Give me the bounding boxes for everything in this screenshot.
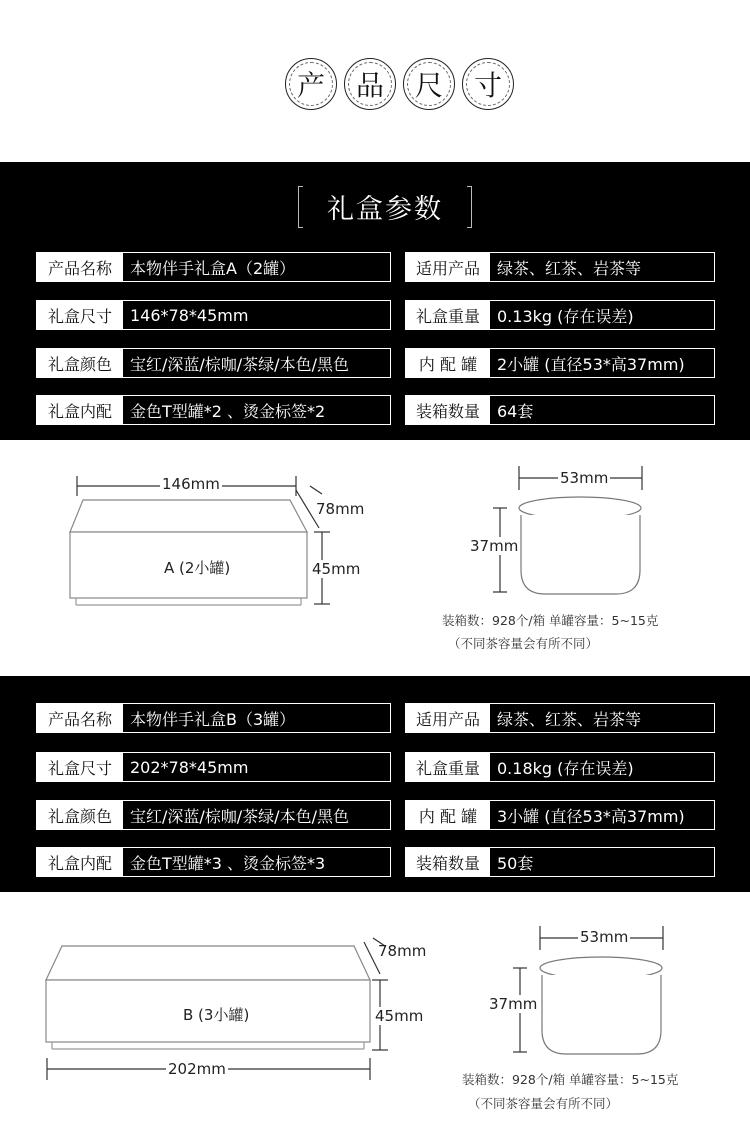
param-value: 3小罐 (直径53*高37mm) [490, 801, 714, 829]
box-a-param-row [405, 395, 715, 425]
param-value: 0.18kg (存在误差) [490, 753, 714, 781]
can-a-diameter-label: 53mm [560, 469, 609, 487]
section-heading: 礼盒参数 [298, 186, 472, 226]
param-value: 金色T型罐*2 、烫金标签*2 [123, 396, 390, 424]
can-a-height-label: 37mm [470, 537, 519, 555]
param-label: 内 配 罐 [406, 349, 490, 377]
param-label: 礼盒尺寸 [37, 753, 123, 781]
box-a-param-row [36, 395, 391, 425]
param-label: 礼盒重量 [406, 753, 490, 781]
param-label: 产品名称 [37, 253, 123, 281]
box-a-name-label: A (2小罐) [164, 559, 231, 577]
can-b-height-label: 37mm [489, 995, 538, 1013]
param-value: 50套 [490, 848, 714, 876]
param-value: 本物伴手礼盒B（3罐） [123, 704, 390, 732]
param-value: 绿茶、红茶、岩茶等 [490, 253, 714, 281]
param-label: 礼盒尺寸 [37, 301, 123, 329]
param-label: 内 配 罐 [406, 801, 490, 829]
box-b-name-label: B (3小罐) [183, 1006, 250, 1024]
param-value: 0.13kg (存在误差) [490, 301, 714, 329]
box-a-height-label: 45mm [312, 560, 361, 578]
title-char-4: 寸 [462, 58, 514, 110]
param-value: 宝红/深蓝/棕咖/茶绿/本色/黑色 [123, 349, 390, 377]
box-a-note-line2: （不同茶容量会有所不同） [448, 636, 599, 651]
box-b-param-row [36, 703, 391, 733]
param-label: 产品名称 [37, 704, 123, 732]
title-char-2: 品 [344, 58, 396, 110]
param-label: 礼盒内配 [37, 848, 123, 876]
param-value: 宝红/深蓝/棕咖/茶绿/本色/黑色 [123, 801, 390, 829]
param-value: 绿茶、红茶、岩茶等 [490, 704, 714, 732]
box-a-param-row [405, 252, 715, 282]
box-b-depth-label: 78mm [378, 942, 427, 960]
box-a-depth-label: 78mm [316, 500, 365, 518]
box-b-param-row [405, 752, 715, 782]
param-label: 礼盒内配 [37, 396, 123, 424]
box-b-param-row [405, 847, 715, 877]
box-b-note-line1: 装箱数：928个/箱 单罐容量：5~15克 [462, 1072, 679, 1087]
box-a-diagram [0, 440, 750, 675]
param-label: 礼盒颜色 [37, 801, 123, 829]
box-b-height-label: 45mm [375, 1007, 424, 1025]
title-char-3: 尺 [403, 58, 455, 110]
param-label: 装箱数量 [406, 848, 490, 876]
box-a-param-row [36, 348, 391, 378]
box-a-note-line1: 装箱数：928个/箱 单罐容量：5~15克 [442, 613, 659, 628]
can-b-diameter-label: 53mm [580, 928, 629, 946]
box-a-width-label: 146mm [162, 475, 220, 493]
param-value: 202*78*45mm [123, 753, 390, 781]
box-a-param-row [36, 252, 391, 282]
title-char-1: 产 [285, 58, 337, 110]
param-label: 适用产品 [406, 253, 490, 281]
param-label: 礼盒重量 [406, 301, 490, 329]
box-b-note-line2: （不同茶容量会有所不同） [468, 1096, 619, 1111]
box-b-param-row [36, 752, 391, 782]
param-label: 装箱数量 [406, 396, 490, 424]
param-label: 礼盒颜色 [37, 349, 123, 377]
box-a-param-row [405, 300, 715, 330]
box-a-param-row [405, 348, 715, 378]
box-b-width-label: 202mm [168, 1060, 226, 1078]
box-b-param-row [36, 847, 391, 877]
box-b-param-row [405, 800, 715, 830]
param-value: 2小罐 (直径53*高37mm) [490, 349, 714, 377]
param-value: 金色T型罐*3 、烫金标签*3 [123, 848, 390, 876]
box-b-param-row [36, 800, 391, 830]
param-label: 适用产品 [406, 704, 490, 732]
box-a-param-row [36, 300, 391, 330]
param-value: 64套 [490, 396, 714, 424]
param-value: 146*78*45mm [123, 301, 390, 329]
param-value: 本物伴手礼盒A（2罐） [123, 253, 390, 281]
box-b-param-row [405, 703, 715, 733]
